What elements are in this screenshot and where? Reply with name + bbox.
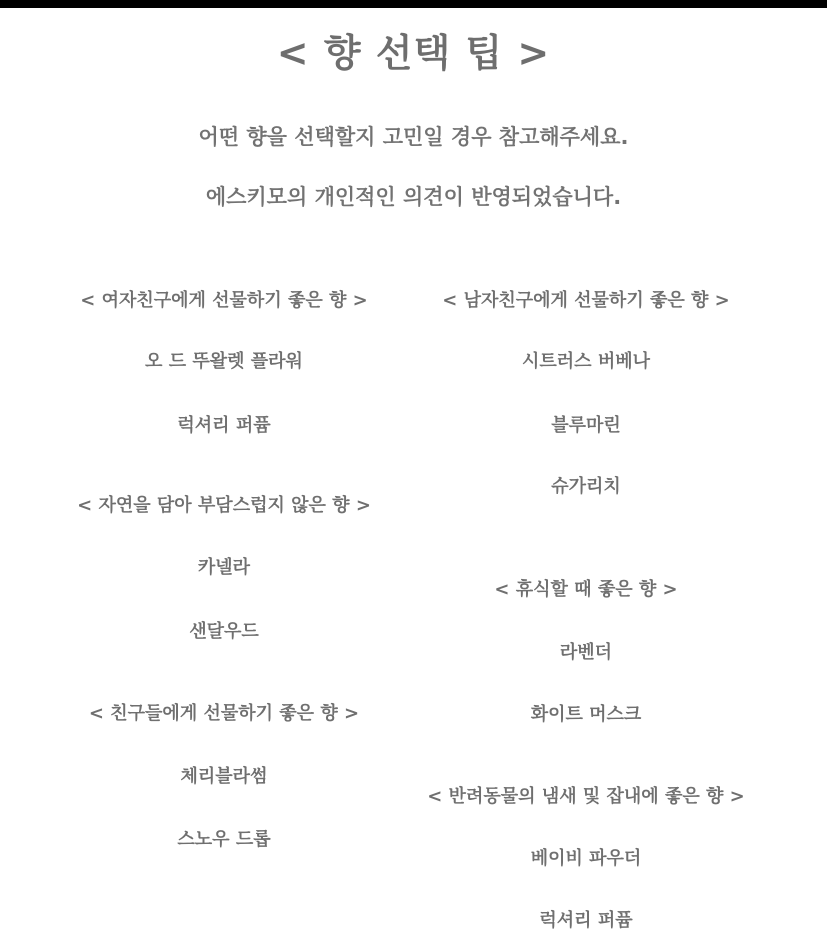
intro-line-2: 에스키모의 개인적인 의견이 반영되었습니다. <box>205 185 622 209</box>
section-title-natural: < 자연을 담아 부담스럽지 않은 향 > <box>77 495 371 516</box>
top-bar <box>0 0 827 8</box>
section-title-pets: < 반려동물의 냄새 및 잡내에 좋은 향 > <box>427 786 745 807</box>
scent-item: 화이트 머스크 <box>530 704 642 725</box>
scent-item: 오 드 뚜왈렛 플라워 <box>145 351 303 372</box>
scent-item: 베이비 파우더 <box>530 848 642 869</box>
scent-item: 라벤더 <box>559 642 613 663</box>
section-title-girlfriend: < 여자친구에게 선물하기 좋은 향 > <box>80 290 368 311</box>
scent-item: 럭셔리 퍼퓸 <box>177 415 271 436</box>
scent-item: 럭셔리 퍼퓸 <box>539 910 633 931</box>
scent-item: 체리블라썸 <box>180 766 268 787</box>
section-title-friends: < 친구들에게 선물하기 좋은 향 > <box>88 703 360 724</box>
intro-line-1: 어떤 향을 선택할지 고민일 경우 참고해주세요. <box>198 125 629 149</box>
section-title-relax: < 휴식할 때 좋은 향 > <box>494 579 678 600</box>
page-title: < 향 선택 팁 > <box>276 31 551 75</box>
scent-item: 스노우 드롭 <box>177 829 271 850</box>
section-title-boyfriend: < 남자친구에게 선물하기 좋은 향 > <box>442 290 730 311</box>
scent-item: 샌달우드 <box>189 621 259 642</box>
scent-item: 카넬라 <box>197 557 251 578</box>
scent-item: 블루마린 <box>551 415 621 436</box>
scent-item: 시트러스 버베나 <box>522 351 650 372</box>
scent-item: 슈가리치 <box>551 476 621 497</box>
